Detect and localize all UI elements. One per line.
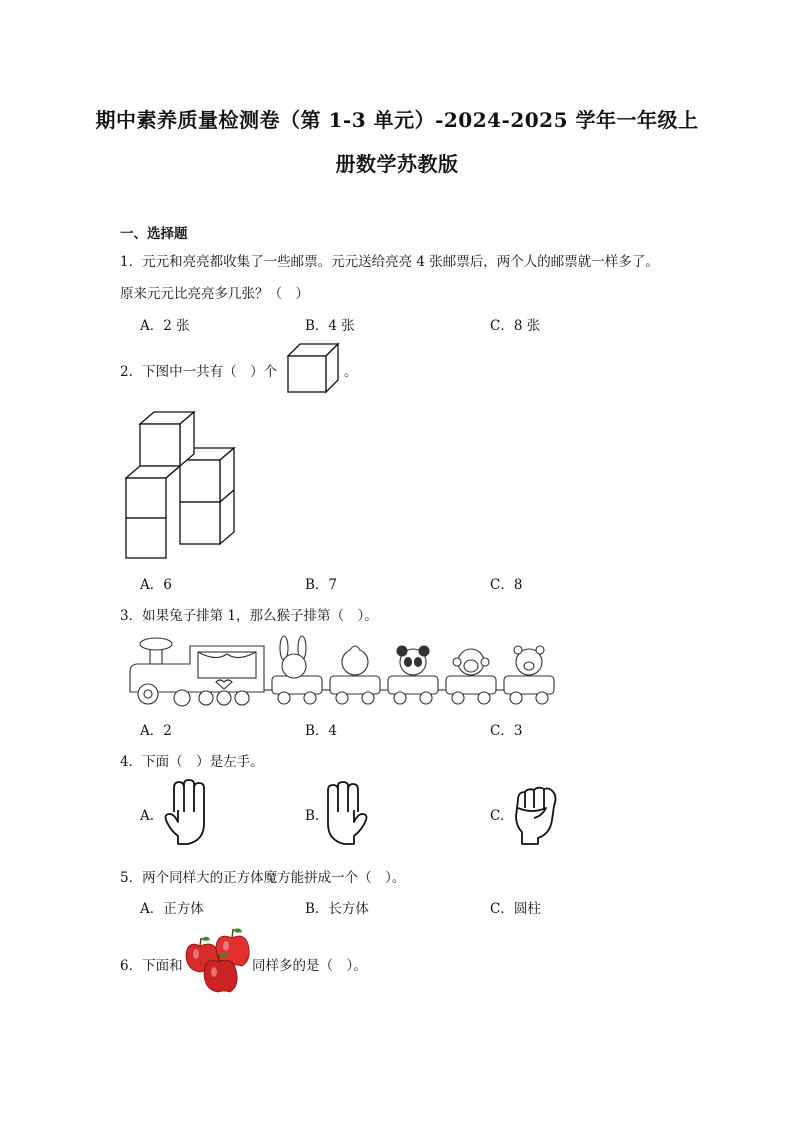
animal-train-figure [124, 636, 560, 708]
fist-c-icon [512, 786, 558, 846]
question-2-option-b[interactable]: B．7 [305, 577, 338, 593]
question-6-stem-end: 同样多的是（ ）。 [252, 958, 367, 974]
question-6-stem: 6．下面和 [120, 958, 183, 974]
question-3-stem: 3．如果兔子排第 1，那么猴子排第（ ）。 [120, 608, 378, 624]
question-3-option-b[interactable]: B．4 [305, 723, 338, 739]
question-2-option-a[interactable]: A．6 [140, 577, 172, 593]
page-title: 期中素养质量检测卷（第 1-3 单元）-2024-2025 学年一年级上 [95, 108, 699, 132]
question-4-option-b[interactable]: B. [305, 808, 320, 824]
question-5-option-b[interactable]: B．长方体 [305, 901, 369, 917]
single-cube-figure [286, 342, 342, 394]
section-heading: 一、选择题 [120, 226, 188, 242]
question-1-stem: 1．元元和亮亮都收集了一些邮票。元元送给亮亮 4 张邮票后，两个人的邮票就一样多了。 [120, 254, 659, 270]
question-5-option-c[interactable]: C．圆柱 [490, 901, 541, 917]
question-2-option-c[interactable]: C．8 [490, 577, 523, 593]
stacked-cubes-figure [124, 410, 240, 562]
question-2-stem: 2．下图中一共有（ ）个 [120, 364, 278, 380]
question-4-option-c[interactable]: C. [490, 808, 505, 824]
hand-b-icon [326, 782, 368, 846]
question-5-option-a[interactable]: A．正方体 [140, 901, 204, 917]
question-4-option-a[interactable]: A. [140, 808, 155, 824]
question-1-stem-line2: 原来元元比亮亮多几张？（ ） [120, 286, 309, 302]
question-3-option-a[interactable]: A．2 [140, 723, 172, 739]
hand-a-icon [164, 780, 208, 846]
page-title-line2: 册数学苏教版 [335, 152, 459, 176]
question-1-option-b[interactable]: B．4 张 [305, 318, 355, 334]
apples-figure [184, 926, 252, 996]
question-2-stem-end: 。 [344, 364, 358, 380]
question-1-option-c[interactable]: C．8 张 [490, 318, 541, 334]
question-5-stem: 5．两个同样大的正方体魔方能拼成一个（ ）。 [120, 870, 406, 886]
question-4-stem: 4．下面（ ）是左手。 [120, 754, 264, 770]
question-1-option-a[interactable]: A．2 张 [140, 318, 190, 334]
question-3-option-c[interactable]: C．3 [490, 723, 523, 739]
